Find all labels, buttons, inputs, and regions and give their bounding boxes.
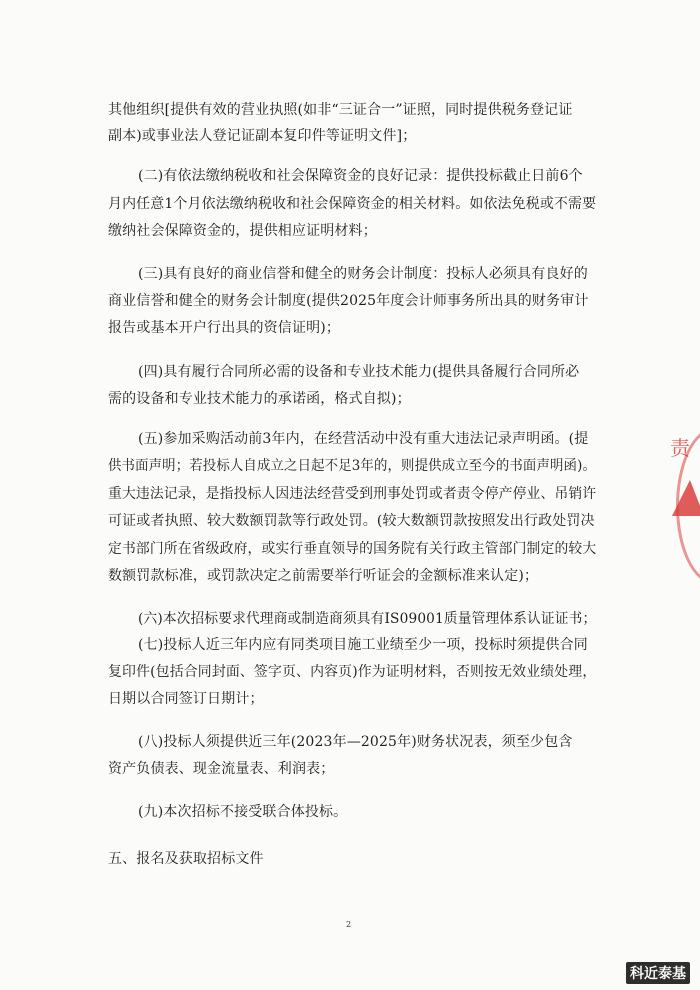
item-3-line-2: 商业信誉和健全的财务会计制度(提供2025年度会计师事务所出具的财务审计 bbox=[108, 293, 589, 309]
section-4-cont-line-1: 其他组织[提供有效的营业执照(如非“三证合一”证照，同时提供税务登记证 bbox=[108, 102, 573, 118]
item-3-line-3: 报告或基本开户行出具的资信证明)； bbox=[108, 320, 341, 336]
section-4-cont-line-2: 副本)或事业法人登记证副本复印件等证明文件]； bbox=[108, 128, 417, 144]
item-5-line-1: (五)参加采购活动前3年内，在经营活动中没有重大违法记录声明函。(提 bbox=[138, 431, 589, 447]
official-seal bbox=[666, 428, 700, 578]
seal-character: 责 bbox=[670, 436, 690, 460]
item-8-line-2: 资产负债表、现金流量表、利润表； bbox=[108, 761, 335, 777]
item-7-line-1: (七)投标人近三年内应有同类项目施工业绩至少一项，投标时须提供合同 bbox=[138, 637, 588, 653]
seal-star-icon bbox=[672, 480, 700, 516]
item-4-line-1: (四)具有履行合同所必需的设备和专业技术能力(提供具备履行合同所必 bbox=[138, 364, 580, 380]
source-watermark: 科近泰基 bbox=[626, 962, 690, 984]
item-9-line-1: (九)本次招标不接受联合体投标。 bbox=[138, 804, 348, 820]
page-number: 2 bbox=[346, 920, 352, 929]
item-5-line-4: 可证或者执照、较大数额罚款等行政处罚。(较大数额罚款按照发出行政处罚决 bbox=[108, 513, 595, 529]
item-2-line-1: (二)有依法缴纳税收和社会保障资金的良好记录：提供投标截止日前6个 bbox=[138, 168, 583, 184]
item-5-line-6: 数额罚款标准，或罚款决定之前需要举行听证会的金额标准来认定)； bbox=[108, 568, 539, 584]
item-2-line-3: 缴纳社会保障资金的，提供相应证明材料； bbox=[108, 223, 377, 239]
item-2-line-2: 月内任意1个月依法缴纳税收和社会保障资金的相关材料。如依法免税或不需要 bbox=[108, 196, 597, 212]
item-5-line-5: 定书部门所在省级政府，或实行垂直领导的国务院有关行政主管部门制定的较大 bbox=[108, 541, 597, 557]
section-5-heading: 五、报名及获取招标文件 bbox=[108, 851, 264, 867]
item-3-line-1: (三)具有良好的商业信誉和健全的财务会计制度：投标人必须具有良好的 bbox=[138, 266, 588, 282]
item-4-line-2: 需的设备和专业技术能力的承诺函，格式自拟)； bbox=[108, 391, 411, 407]
item-7-line-2: 复印件(包括合同封面、签字页、内容页)作为证明材料，否则按无效业绩处理， bbox=[108, 664, 597, 680]
item-8-line-1: (八)投标人须提供近三年(2023年—2025年)财务状况表，须至少包含 bbox=[138, 734, 573, 750]
item-5-line-2: 供书面声明；若投标人自成立之日起不足3年的，则提供成立至今的书面声明函)。 bbox=[108, 458, 596, 474]
item-6-line-1: (六)本次招标要求代理商或制造商须具有IS09001质量管理体系认证证书； bbox=[138, 611, 597, 627]
item-5-line-3: 重大违法记录，是指投标人因违法经营受到刑事处罚或者责令停产停业、吊销许 bbox=[108, 486, 597, 502]
item-7-line-3: 日期以合同签订日期计； bbox=[108, 691, 264, 707]
